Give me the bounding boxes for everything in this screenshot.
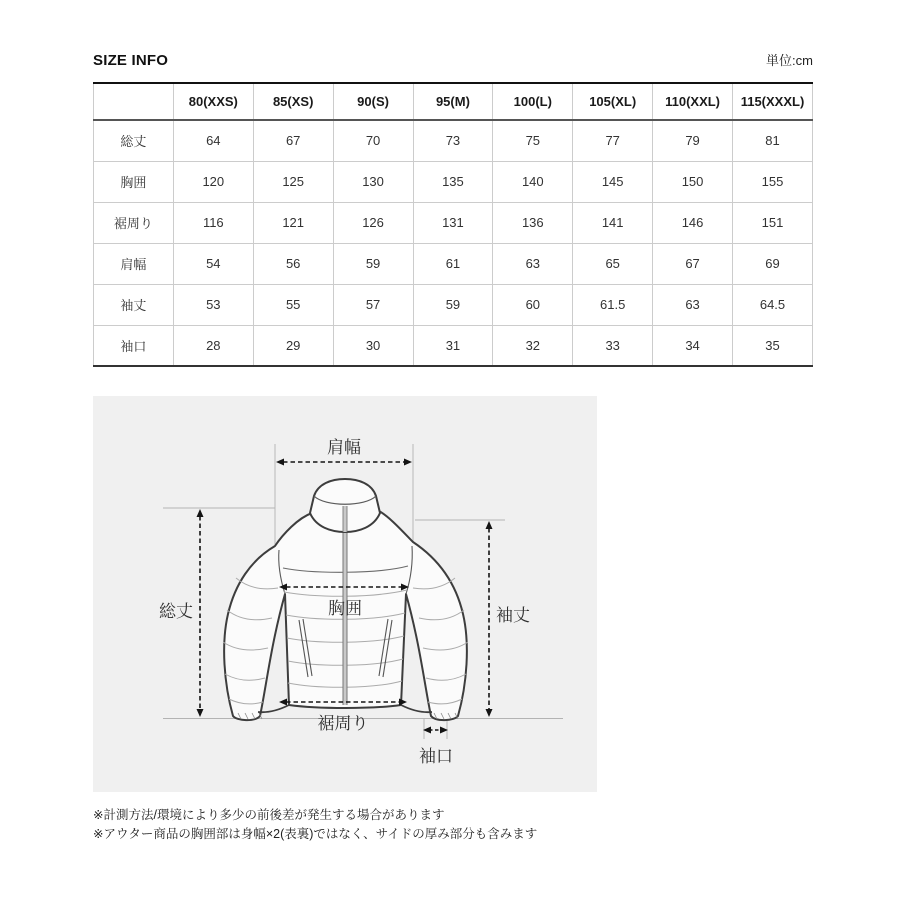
size-value-cell: 57	[333, 284, 413, 325]
column-header: 115(XXXL)	[733, 83, 813, 120]
size-table-head-row	[94, 83, 813, 120]
table-row	[94, 120, 813, 161]
row-label: 総丈	[94, 120, 174, 161]
size-value-cell: 125	[253, 161, 333, 202]
corner-cell	[94, 83, 174, 120]
table-row	[94, 284, 813, 325]
size-value-cell: 35	[733, 325, 813, 366]
size-value-cell: 150	[653, 161, 733, 202]
jacket-measurement-diagram	[93, 396, 597, 792]
size-value-cell: 61.5	[573, 284, 653, 325]
unit-label: 単位:cm	[766, 53, 813, 68]
label-cuff: 袖口	[419, 747, 453, 766]
size-value-cell: 64	[173, 120, 253, 161]
size-value-cell: 79	[653, 120, 733, 161]
size-value-cell: 151	[733, 202, 813, 243]
size-value-cell: 116	[173, 202, 253, 243]
row-label: 肩幅	[94, 243, 174, 284]
header	[93, 50, 813, 69]
size-value-cell: 69	[733, 243, 813, 284]
label-hem-width: 裾周り	[317, 714, 369, 733]
size-value-cell: 59	[413, 284, 493, 325]
size-value-cell: 31	[413, 325, 493, 366]
size-value-cell: 67	[253, 120, 333, 161]
size-value-cell: 146	[653, 202, 733, 243]
size-value-cell: 64.5	[733, 284, 813, 325]
size-value-cell: 136	[493, 202, 573, 243]
size-value-cell: 120	[173, 161, 253, 202]
column-header: 85(XS)	[253, 83, 333, 120]
size-table	[93, 82, 813, 367]
size-value-cell: 70	[333, 120, 413, 161]
table-row	[94, 243, 813, 284]
size-value-cell: 56	[253, 243, 333, 284]
size-value-cell: 67	[653, 243, 733, 284]
size-value-cell: 77	[573, 120, 653, 161]
label-sleeve-length: 袖丈	[496, 606, 530, 625]
size-value-cell: 135	[413, 161, 493, 202]
label-total-length: 総丈	[159, 602, 193, 621]
size-value-cell: 73	[413, 120, 493, 161]
jacket-diagram-svg	[93, 396, 597, 792]
size-value-cell: 29	[253, 325, 333, 366]
size-value-cell: 81	[733, 120, 813, 161]
size-value-cell: 65	[573, 243, 653, 284]
size-value-cell: 131	[413, 202, 493, 243]
column-header: 95(M)	[413, 83, 493, 120]
label-chest: 胸囲	[328, 599, 362, 618]
zipper	[343, 532, 347, 705]
size-value-cell: 63	[493, 243, 573, 284]
footnotes	[93, 806, 537, 845]
size-value-cell: 141	[573, 202, 653, 243]
table-row	[94, 161, 813, 202]
size-value-cell: 63	[653, 284, 733, 325]
size-value-cell: 155	[733, 161, 813, 202]
footnote-line: ※アウター商品の胸囲部は身幅×2(表裏)ではなく、サイドの厚み部分も含みます	[93, 827, 538, 842]
column-header: 100(L)	[493, 83, 573, 120]
size-value-cell: 75	[493, 120, 573, 161]
column-header: 105(XL)	[573, 83, 653, 120]
size-value-cell: 28	[173, 325, 253, 366]
size-value-cell: 140	[493, 161, 573, 202]
column-header: 90(S)	[333, 83, 413, 120]
size-value-cell: 126	[333, 202, 413, 243]
size-value-cell: 61	[413, 243, 493, 284]
column-header: 110(XXL)	[653, 83, 733, 120]
row-label: 袖丈	[94, 284, 174, 325]
size-value-cell: 34	[653, 325, 733, 366]
size-value-cell: 60	[493, 284, 573, 325]
size-value-cell: 30	[333, 325, 413, 366]
size-value-cell: 145	[573, 161, 653, 202]
row-label: 袖口	[94, 325, 174, 366]
size-value-cell: 121	[253, 202, 333, 243]
size-value-cell: 130	[333, 161, 413, 202]
size-value-cell: 54	[173, 243, 253, 284]
size-value-cell: 53	[173, 284, 253, 325]
row-label: 裾周り	[94, 202, 174, 243]
table-row	[94, 202, 813, 243]
size-value-cell: 32	[493, 325, 573, 366]
table-row	[94, 325, 813, 366]
footnote-line: ※計測方法/環境により多少の前後差が発生する場合があります	[93, 808, 445, 822]
page-title: SIZE INFO	[93, 52, 169, 69]
collar	[310, 479, 380, 532]
size-value-cell: 59	[333, 243, 413, 284]
column-header: 80(XXS)	[173, 83, 253, 120]
size-value-cell: 55	[253, 284, 333, 325]
label-shoulder-width: 肩幅	[327, 438, 361, 457]
row-label: 胸囲	[94, 161, 174, 202]
size-table-body	[94, 120, 813, 366]
size-value-cell: 33	[573, 325, 653, 366]
